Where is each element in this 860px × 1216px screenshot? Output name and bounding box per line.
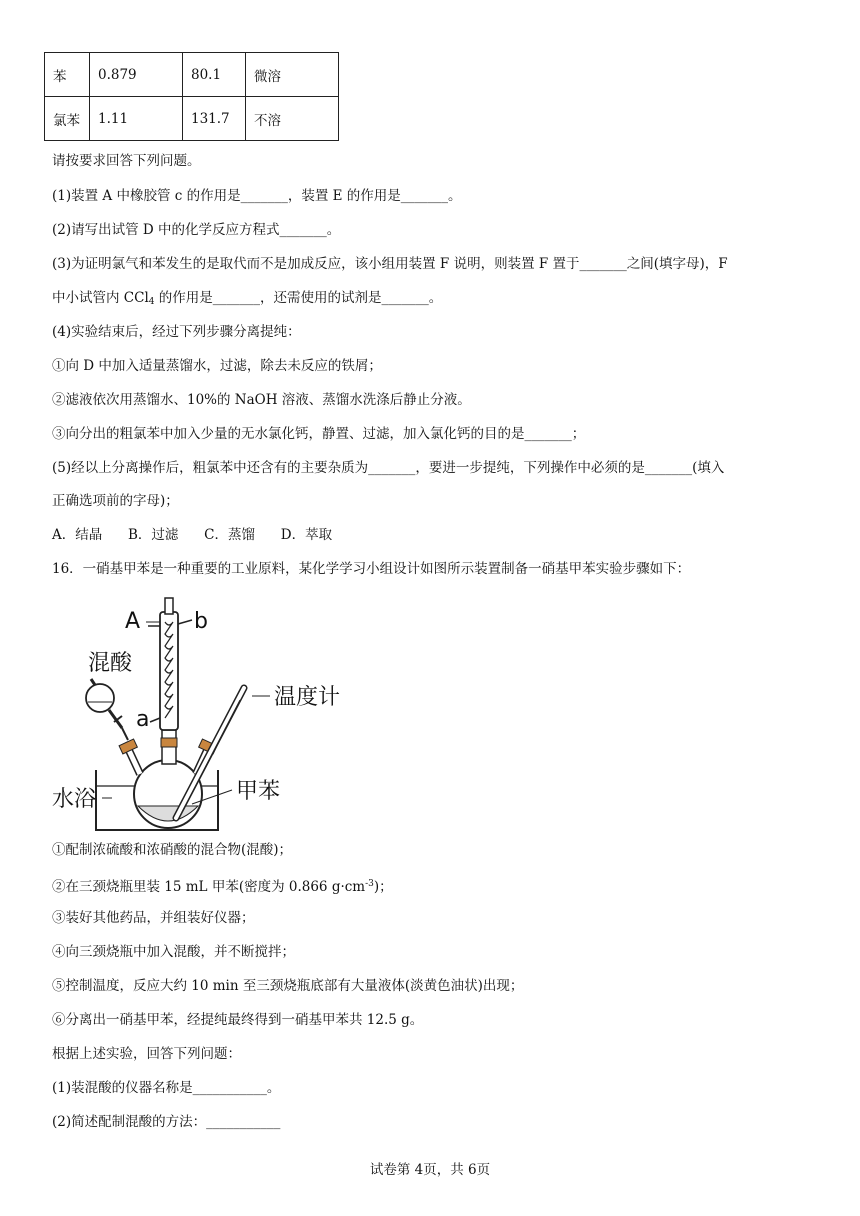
apparatus-figure xyxy=(52,592,372,834)
q16-stem: 16．一硝基甲苯是一种重要的工业原料，某化学学习小组设计如图所示装置制备一硝基甲苯实验步骤如下： xyxy=(52,561,691,577)
q16-step1: ①配制浓硫酸和浓硝酸的混合物(混酸)； xyxy=(52,842,293,858)
middle-stopper xyxy=(161,738,177,747)
table-row xyxy=(45,53,339,97)
q16-step3: ③装好其他药品，并组装好仪器； xyxy=(52,910,255,926)
q15-intro: 请按要求回答下列问题。 xyxy=(52,153,201,169)
q16-step6: ⑥分离出一硝基甲苯，经提纯最终得到一硝基甲苯共 12.5 g。 xyxy=(52,1012,424,1028)
page-footer: 试卷第 4页，共 6页 xyxy=(369,1162,491,1178)
label-a: a xyxy=(136,707,150,732)
q15-part3-line2 xyxy=(52,288,442,312)
label-toluene: 甲苯 xyxy=(236,779,281,804)
table-cell: 氯苯 xyxy=(45,97,90,141)
superscript: -3 xyxy=(365,879,374,889)
q15-part3-line1: (3)为证明氯气和苯发生的是取代而不是加成反应，该小组用装置 F 说明，则装置 F 置于_______之间(填字母)，F xyxy=(52,256,728,272)
q15-part4: (4)实验结束后，经过下列步骤分离提纯： xyxy=(52,324,301,340)
label-thermometer: 温度计 xyxy=(274,685,341,710)
q15-part1: (1)装置 A 中橡胶管 c 的作用是_______，装置 E 的作用是_______。 xyxy=(52,188,462,204)
label-mixed-acid: 混酸 xyxy=(88,651,133,676)
label-water-bath: 水浴 xyxy=(52,787,97,812)
table-row xyxy=(45,97,339,141)
apparatus-diagram xyxy=(52,592,372,834)
label-A: A xyxy=(125,609,141,634)
table-cell: 1.11 xyxy=(90,97,183,141)
q16-step4: ④向三颈烧瓶中加入混酸，并不断搅拌； xyxy=(52,944,295,960)
q15-step1: ①向 D 中加入适量蒸馏水，过滤，除去未反应的铁屑； xyxy=(52,358,382,374)
text-run: 的作用是_______，还需使用的试剂是_______。 xyxy=(154,290,443,306)
q15-part5-line2: 正确选项前的字母)； xyxy=(52,493,179,509)
q16-step2 xyxy=(52,874,393,897)
table-cell: 80.1 xyxy=(183,53,246,97)
table-cell: 不溶 xyxy=(246,97,339,141)
q16-follow: 根据上述实验，回答下列问题： xyxy=(52,1046,241,1062)
q16-ask1: (1)装混酸的仪器名称是___________。 xyxy=(52,1080,281,1096)
q15-step3: ③向分出的粗氯苯中加入少量的无水氯化钙，静置、过滤，加入氯化钙的目的是_______； xyxy=(52,426,586,442)
text-run: )； xyxy=(373,879,393,895)
label-b: b xyxy=(194,609,208,634)
left-stopper xyxy=(119,739,137,754)
separatory-funnel xyxy=(86,684,114,712)
table-cell: 131.7 xyxy=(183,97,246,141)
table-cell: 苯 xyxy=(45,53,90,97)
properties-table xyxy=(44,52,339,141)
q15-part5-line1: (5)经以上分离操作后，粗氯苯中还含有的主要杂质为_______，要进一步提纯，下列操作中必须的是_______(填入 xyxy=(52,460,725,476)
q16-ask2: (2)简述配制混酸的方法：___________ xyxy=(52,1114,281,1130)
table-cell: 微溶 xyxy=(246,53,339,97)
table-cell: 0.879 xyxy=(90,53,183,97)
q15-part2: (2)请写出试管 D 中的化学反应方程式_______。 xyxy=(52,222,341,238)
q16-step5: ⑤控制温度，反应大约 10 min 至三颈烧瓶底部有大量液体(淡黄色油状)出现； xyxy=(52,978,524,994)
subscript: 4 xyxy=(148,297,155,307)
text-run: ②在三颈烧瓶里装 15 mL 甲苯(密度为 0.866 g·cm xyxy=(52,879,366,895)
q15-step2: ②滤液依次用蒸馏水、10%的 NaOH 溶液、蒸馏水洗涤后静止分液。 xyxy=(52,392,471,408)
q15-options: A．结晶 B．过滤 C．蒸馏 D．萃取 xyxy=(52,527,333,543)
text-run: 中小试管内 CCl xyxy=(52,290,149,306)
